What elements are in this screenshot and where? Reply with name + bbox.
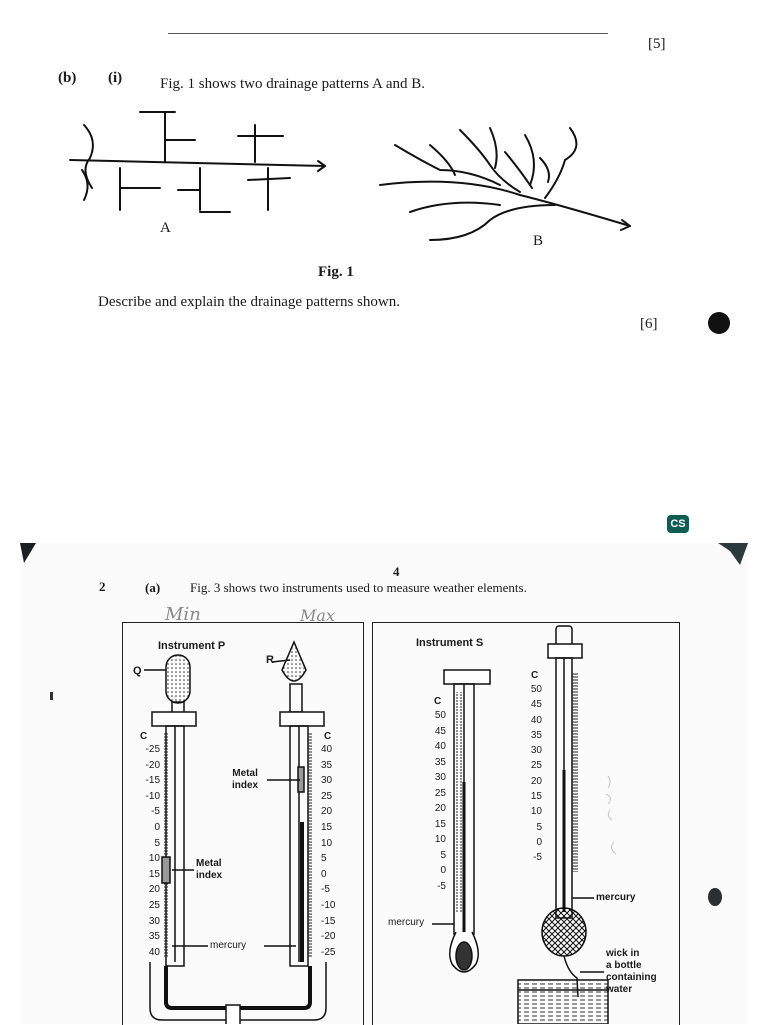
scale-tick-label: 5 bbox=[536, 821, 542, 833]
scale-tick-label: 15 bbox=[434, 818, 446, 830]
scale-tick-label: 20 bbox=[530, 775, 542, 787]
scale-tick-label: -20 bbox=[321, 931, 336, 943]
scale-tick-label: 50 bbox=[530, 684, 542, 695]
scale-tick-label: -10 bbox=[145, 790, 160, 802]
scale-tick-label: -10 bbox=[321, 899, 336, 911]
scale-tick-label: 0 bbox=[536, 836, 542, 848]
fig1-caption: Fig. 1 bbox=[318, 264, 354, 280]
scale-tick-label: -15 bbox=[145, 775, 160, 787]
scale-tick-label: 20 bbox=[148, 884, 160, 896]
page-number: 4 bbox=[393, 564, 400, 579]
handwritten-min: Min bbox=[165, 604, 201, 625]
part-i-label: (i) bbox=[108, 70, 123, 86]
scale-tick-label: 5 bbox=[321, 853, 327, 865]
scale-tick-label: 50 bbox=[434, 710, 446, 721]
scale-tick-label: 0 bbox=[154, 821, 160, 833]
wick-line3: containing bbox=[606, 972, 657, 983]
scale-tick-label: 5 bbox=[440, 849, 446, 861]
scale-tick-label: 10 bbox=[434, 834, 446, 845]
scale-tick-label: 0 bbox=[440, 865, 446, 876]
wick-line1: wick in bbox=[606, 948, 640, 959]
scale-tick-label: 15 bbox=[148, 868, 160, 880]
marks-six: [6] bbox=[640, 316, 658, 332]
label-q: Q bbox=[133, 665, 142, 677]
p-unit-right: C bbox=[324, 731, 332, 742]
wick-line2: a bottle bbox=[606, 960, 642, 971]
p-mercury-label: mercury bbox=[210, 940, 247, 951]
scale-tick-label: 30 bbox=[530, 745, 542, 757]
scale-tick-label: 10 bbox=[321, 837, 333, 849]
camscanner-badge: CS bbox=[667, 515, 689, 533]
s-mercury-right-label: mercury bbox=[596, 892, 636, 903]
scale-tick-label: 40 bbox=[530, 714, 542, 726]
handwritten-max: Max bbox=[300, 606, 335, 625]
s-right-scale bbox=[520, 684, 542, 868]
scale-tick-label: 20 bbox=[321, 806, 333, 818]
p-left-scale bbox=[128, 744, 160, 962]
page-edge-mark bbox=[50, 692, 53, 700]
scale-tick-label: -5 bbox=[151, 806, 160, 818]
scale-tick-label: 15 bbox=[321, 821, 333, 833]
scale-tick-label: 10 bbox=[148, 853, 160, 865]
scale-tick-label: 45 bbox=[530, 699, 542, 711]
scale-tick-label: 35 bbox=[321, 759, 333, 771]
metal-index-lower-line2: index bbox=[196, 870, 223, 881]
scale-tick-label: -5 bbox=[533, 852, 542, 864]
p-unit-left: C bbox=[140, 731, 148, 742]
scale-tick-label: 45 bbox=[434, 725, 446, 737]
metal-index-lower bbox=[196, 858, 222, 882]
scale-tick-label: -5 bbox=[321, 884, 330, 896]
metal-index-lower-line1: Metal bbox=[196, 858, 222, 869]
label-r: R bbox=[266, 654, 274, 666]
scale-tick-label: 25 bbox=[321, 790, 333, 802]
instrument-p-title: Instrument P bbox=[158, 640, 226, 652]
scale-tick-label: -25 bbox=[321, 946, 336, 958]
page-corner-shadow-right bbox=[718, 543, 758, 583]
fig1-drainage-diagram bbox=[0, 0, 768, 300]
scale-tick-label: 25 bbox=[148, 899, 160, 911]
instruction-text: Describe and explain the drainage patterns shown. bbox=[98, 294, 400, 310]
s-unit-left: C bbox=[434, 696, 442, 707]
scale-tick-label: -15 bbox=[321, 915, 336, 927]
scale-tick-label: 35 bbox=[148, 931, 160, 943]
scale-tick-label: 35 bbox=[434, 756, 446, 768]
part-b-label: (b) bbox=[58, 70, 77, 86]
question-text-2a: Fig. 3 shows two instruments used to measure weather elements. bbox=[190, 580, 527, 595]
page-edge-blob bbox=[708, 888, 722, 906]
scale-tick-label: 30 bbox=[148, 915, 160, 927]
scale-tick-label: 5 bbox=[154, 837, 160, 849]
wick-label bbox=[606, 948, 657, 996]
s-left-scale bbox=[420, 710, 446, 896]
scale-tick-label: 20 bbox=[434, 803, 446, 814]
metal-index-upper bbox=[232, 768, 258, 792]
scale-tick-label: 40 bbox=[434, 741, 446, 752]
question-number: 2 bbox=[99, 579, 106, 594]
scale-tick-label: -5 bbox=[437, 880, 446, 892]
wick-line4: water bbox=[606, 984, 633, 995]
metal-index-upper-line2: index bbox=[232, 780, 259, 791]
scale-tick-label: -20 bbox=[145, 759, 160, 771]
question-text-b: Fig. 1 shows two drainage patterns A and B. bbox=[160, 76, 425, 92]
scale-tick-label: 30 bbox=[434, 772, 446, 783]
scale-tick-label: -25 bbox=[145, 744, 160, 755]
label-b: B bbox=[533, 233, 544, 249]
scale-tick-label: 0 bbox=[321, 868, 327, 880]
black-dot bbox=[708, 312, 730, 334]
pencil-scribbles bbox=[600, 770, 630, 860]
scale-tick-label: 35 bbox=[530, 729, 542, 741]
scale-tick-label: 40 bbox=[148, 946, 160, 958]
scale-tick-label: 10 bbox=[530, 806, 542, 818]
part-a-label: (a) bbox=[145, 580, 161, 595]
scale-tick-label: 25 bbox=[530, 760, 542, 772]
s-mercury-left-label: mercury bbox=[388, 917, 425, 928]
instrument-s-title: Instrument S bbox=[416, 637, 484, 649]
scale-tick-label: 25 bbox=[434, 787, 446, 799]
scale-tick-label: 40 bbox=[321, 744, 333, 755]
s-unit-right: C bbox=[531, 670, 539, 681]
scale-tick-label: 30 bbox=[321, 775, 333, 787]
label-a: A bbox=[160, 220, 171, 236]
metal-index-upper-line1: Metal bbox=[232, 768, 258, 779]
marks-top: [5] bbox=[648, 36, 666, 52]
p-right-scale bbox=[321, 744, 353, 962]
page-corner-shadow-left bbox=[20, 543, 50, 583]
scale-tick-label: 15 bbox=[530, 791, 542, 803]
